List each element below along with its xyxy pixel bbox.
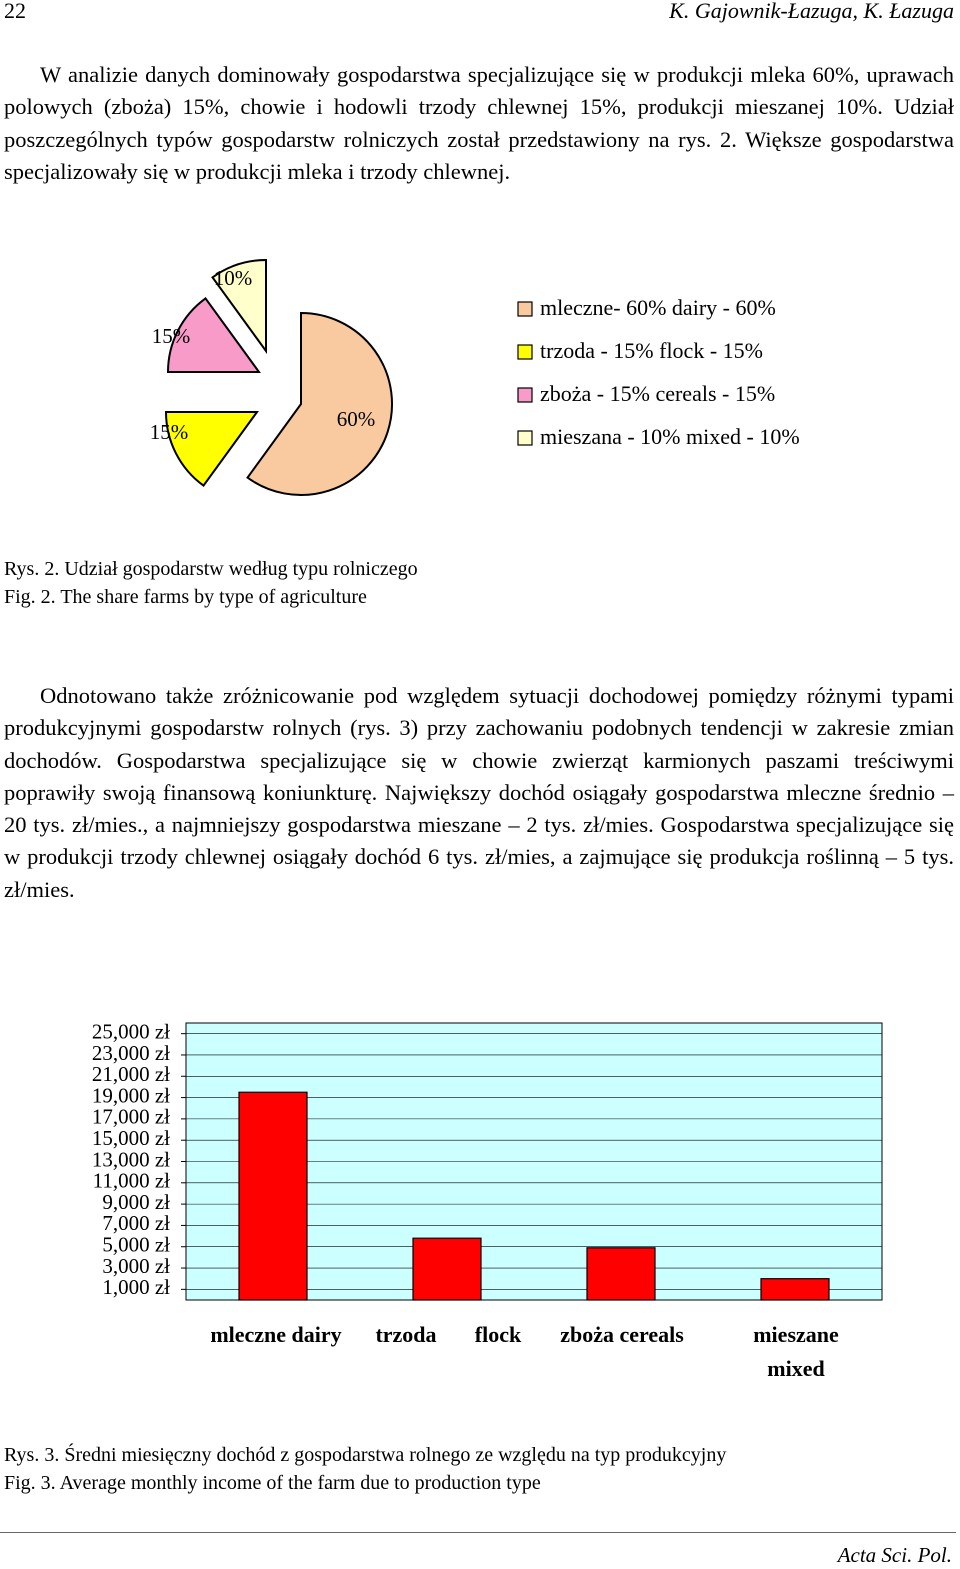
pie-legend-label-1: trzoda - 15% flock - 15% <box>540 338 763 364</box>
pie-legend-swatch-1 <box>518 345 532 359</box>
bar-category-label: mixed <box>767 1356 825 1382</box>
pie-legend-swatch-3 <box>518 431 532 445</box>
bar-ytick-label: 15,000 zł <box>91 1126 170 1151</box>
bar-ytick-label: 17,000 zł <box>91 1104 170 1129</box>
bar-ytick-label: 23,000 zł <box>91 1040 170 1065</box>
pie-legend-label-2: zboża - 15% cereals - 15% <box>540 381 776 407</box>
bar-ytick-label: 11,000 zł <box>92 1168 170 1193</box>
pie-legend-swatch-0 <box>518 302 532 316</box>
bar-category-label: mieszane <box>753 1322 839 1348</box>
figure3-caption <box>4 1441 726 1497</box>
pie-slice-label-0: 60% <box>336 406 376 431</box>
bar-1 <box>413 1238 481 1300</box>
running-header-authors: K. Gajownik-Łazuga, K. Łazuga <box>669 0 954 23</box>
paragraph-intro-text: W analizie danych dominowały gospodarstwa specjalizujące się w produkcji mleka 60%, uprawach polowych (zboża) 15%, chowie i hodowli trzody chlewnej 15%, produkcji mieszanej 10%. Udział poszczególnych typów gospodarstw rolniczych został przedstawiony na rys. 2. Większe gospodarstwa specjalizowały się w produkcji mleka i trzody chlewnej. <box>4 62 954 184</box>
bar-ytick-label: 9,000 zł <box>102 1189 170 1214</box>
figure3-caption-pl: Rys. 3. Średni miesięczny dochód z gospodarstwa rolnego ze względu na typ produkcyjny <box>4 1444 727 1466</box>
pie-legend-label-3: mieszana - 10% mixed - 10% <box>540 424 800 450</box>
paragraph-income-text: Odnotowano także zróżnicowanie pod względem sytuacji dochodowej pomiędzy różnymi typami produkcyjnymi gospodarstw rolnych (rys. 3) przy zachowaniu podobnych tendencji w zakresie zmian dochodów. Gospodarstwa specjalizujące się w chowie zwierząt karmionych paszami treściwymi poprawiły swoją finansową koniunkturę. Największy dochód osiągały gospodarstwa mleczne średnio – 20 tys. zł/mies., a najmniejszy gospodarstwa mieszane – 2 tys. zł/mies. Gospodarstwa specjalizujące się w produkcji trzody chlewnej osiągały dochód 6 tys. zł/mies, a zajmujące się produkcja roślinną – 5 tys. zł/mies. <box>4 683 954 902</box>
bar-ytick-label: 3,000 zł <box>102 1253 170 1278</box>
bar-ytick-label: 13,000 zł <box>91 1147 170 1172</box>
paragraph-income <box>4 680 954 906</box>
pie-chart <box>0 255 960 505</box>
bar-ytick-label: 21,000 zł <box>91 1062 170 1087</box>
footer-rule <box>0 1532 956 1533</box>
figure2-caption-pl: Rys. 2. Udział gospodarstw według typu rolniczego <box>4 558 418 580</box>
pie-slice-label-1: 15% <box>149 419 189 444</box>
bar-category-label: trzoda <box>375 1322 437 1348</box>
footer-journal: Acta Sci. Pol. <box>837 1543 952 1567</box>
bar-ytick-label: 7,000 zł <box>102 1211 170 1236</box>
pie-slice-label-3: 10% <box>213 265 253 290</box>
pie-slice-label-2: 15% <box>151 323 191 348</box>
bar-ytick-label: 5,000 zł <box>102 1232 170 1257</box>
bar-3 <box>761 1279 829 1300</box>
bar-category-label: flock <box>474 1322 522 1348</box>
paragraph-intro <box>4 59 954 188</box>
pie-legend-label-0: mleczne- 60% dairy - 60% <box>540 295 776 321</box>
page-number: 22 <box>4 0 26 23</box>
bar-category-label: mleczne dairy <box>210 1322 342 1348</box>
figure3-caption-en: Fig. 3. Average monthly income of the farm due to production type <box>4 1472 541 1494</box>
bar-0 <box>239 1092 307 1300</box>
bar-ytick-label: 25,000 zł <box>91 1019 170 1044</box>
bar-ytick-label: 1,000 zł <box>102 1275 170 1300</box>
pie-slice-0 <box>248 313 393 495</box>
pie-legend-swatch-2 <box>518 388 532 402</box>
figure2-caption <box>4 555 418 611</box>
bar-chart <box>0 1005 960 1400</box>
bar-2 <box>587 1248 655 1300</box>
bar-category-label: zboża cereals <box>560 1322 684 1348</box>
bar-ytick-label: 19,000 zł <box>91 1083 170 1108</box>
figure2-caption-en: Fig. 2. The share farms by type of agriculture <box>4 586 367 608</box>
